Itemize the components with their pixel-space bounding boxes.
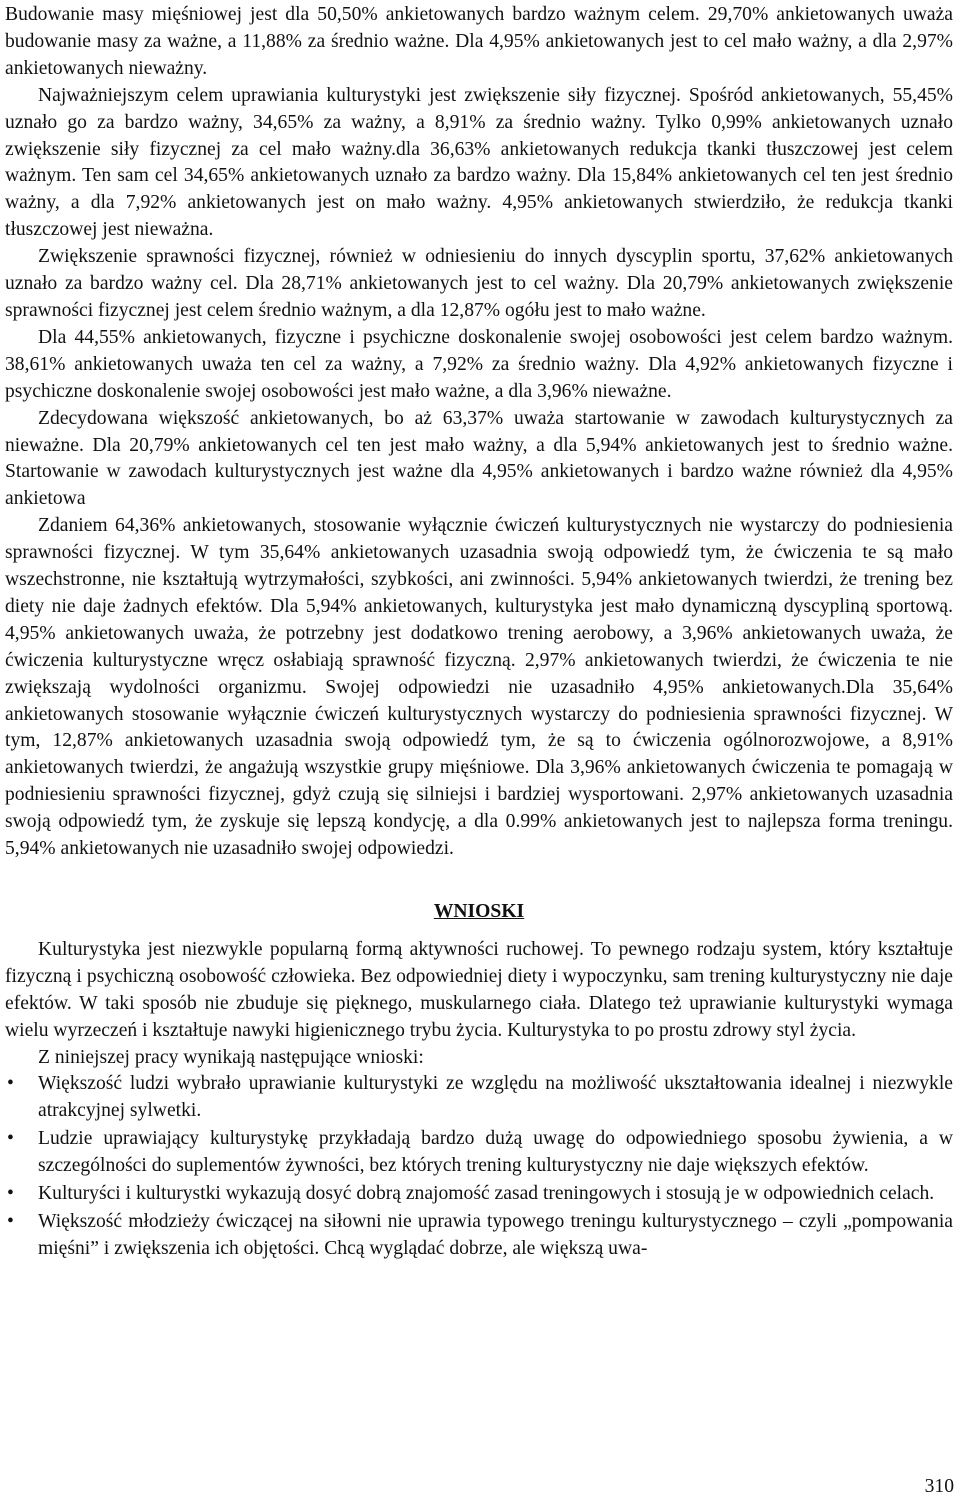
paragraph-exercise-sufficiency: Zdaniem 64,36% ankietowanych, stosowanie wyłącznie ćwiczeń kulturystycznych nie wystarczy do podniesienia sprawności fizycznej. W tym 35,64% ankietowanych uzasadnia swoją odpowiedź tym, że ćwiczenia te są mało wszechstronne, nie kształtują wytrzymałości, szybkości, ani zwinności. 5,94% ankietowanych twierdzi, że trening bez diety nie daje żadnych efektów. Dla 5,94% ankietowanych, kulturystyka jest mało dynamiczną dyscypliną sportową. 4,95% ankietowanych uważa, że potrzebny jest dodatkowo trening aerobowy, a 3,96% ankietowanych uważa, że ćwiczenia kulturystyczne wręcz osłabiają sprawność fizyczną. 2,97% ankietowanych twierdzi, że ćwiczenia te nie zwiększają wydolności organizmu. Swojej odpowiedzi nie uzasadniło 4,95% ankietowanych.Dla 35,64% ankietowanych stosowanie wyłącznie ćwiczeń kulturystycznych wystarczy do podniesienia sprawności fizycznej. W tym, 12,87% ankietowanych uzasadnia swoją odpowiedź tym, że są to ćwiczenia ogólnorozwojowe, a 8,91% ankietowanych twierdzi, że angażują wszystkie grupy mięśniowe. Dla 3,96% ankietowanych ćwiczenia te pomagają w podniesieniu sprawności fizycznej, gdyż czują się silniejsi i bardziej wysportowani. 2,97% ankietowanych uzasadnia swoją odpowiedź tym, że zyskuje się lepszą kondycję, a dla 0.99% ankietowanych jest to najlepsza forma treningu. 5,94% ankietowanych nie uzasadniło swojej odpowiedzi. bbox=[5, 515, 953, 860]
document-page bbox=[5, 2, 953, 1264]
conclusion-item bbox=[5, 1181, 953, 1208]
section-title-conclusions: WNIOSKI bbox=[433, 901, 525, 922]
conclusion-item bbox=[5, 1126, 953, 1180]
conclusions-intro: Kulturystyka jest niezwykle popularną formą aktywności ruchowej. To pewnego rodzaju system, który kształtuje fizyczną i psychiczną osobowość człowieka. Bez odpowiedniej diety i wypoczynku, sam trening kulturystyczny nie daje efektów. W taki sposób nie zbuduje się pięknego, muskularnego ciała. Dlatego też uprawianie kulturystyki wymaga wielu wyrzeczeń i kształtuje nawyki higienicznego trybu życia. Kulturystyka to po prostu zdrowy styl życia. bbox=[5, 938, 953, 1041]
paragraph-fitness-goal: Zwiększenie sprawności fizycznej, również w odniesieniu do innych dyscyplin sportu, 37,62% ankietowanych uznało za bardzo ważny cel. Dla 28,71% ankietowanych jest to cel ważny. Dla 20,79% ankietowanych zwiększenie sprawności fizycznej jest celem średnio ważnym, a dla 12,87% ogółu jest to mało ważne. bbox=[5, 246, 953, 321]
page-number: 310 bbox=[924, 1476, 954, 1497]
conclusions-lead: Z niniejszej pracy wynikają następujące wnioski: bbox=[38, 1046, 424, 1068]
bullet-icon: • bbox=[7, 1183, 14, 1205]
bullet-icon: • bbox=[7, 1073, 14, 1095]
conclusion-item bbox=[5, 1209, 953, 1263]
paragraph-muscle-mass: Budowanie masy mięśniowej jest dla 50,50% ankietowanych bardzo ważnym celem. 29,70% ankietowanych uważa budowanie masy za ważne, a 11,88% za średnio ważne. Dla 4,95% ankietowanych jest to cel mało ważny, a dla 2,97% ankietowanych nieważny. bbox=[5, 4, 953, 79]
conclusions-list bbox=[5, 1071, 953, 1262]
paragraph-strength-goal: Najważniejszym celem uprawiania kulturystyki jest zwiększenie siły fizycznej. Spośród ankietowanych, 55,45% uznało go za bardzo ważny, 34,65% za ważny, a 8,91% za średnio ważny. Tylko 0,99% ankietowanych uznało zwiększenie siły fizycznej za cel mało ważny.dla 36,63% ankietowanych redukcja tkanki tłuszczowej jest celem ważnym. Ten sam cel 34,65% ankietowanych uznało za bardzo ważny. Dla 15,84% ankietowanych cel ten jest średnio ważny, a dla 7,92% ankietowanych jest on mało ważny. 4,95% ankietowanych stwierdziło, że redukcja tkanki tłuszczowej jest nieważna. bbox=[5, 84, 953, 241]
conclusion-text: Większość ludzi wybrało uprawianie kulturystyki ze względu na możliwość ukształtowania idealnej i niezwykle atrakcyjnej sylwetki. bbox=[38, 1073, 953, 1122]
bullet-icon: • bbox=[7, 1210, 14, 1232]
conclusion-text: Większość młodzieży ćwiczącej na siłowni nie uprawia typowego treningu kulturystycznego – czyli „pompowania mięśni” i zwiększenia ich objętości. Chcą wyglądać dobrze, ale większą uwa- bbox=[38, 1210, 953, 1259]
conclusion-text: Ludzie uprawiający kulturystykę przykładają bardzo dużą uwagę do odpowiedniego sposobu żywienia, a w szczególności do suplementów żywności, bez których trening kulturystyczny nie daje większych efektów. bbox=[38, 1128, 953, 1177]
conclusion-text: Kulturyści i kulturystki wykazują dosyć dobrą znajomość zasad treningowych i stosują je w odpowiednich celach. bbox=[38, 1183, 935, 1205]
bullet-icon: • bbox=[7, 1128, 14, 1150]
conclusion-item bbox=[5, 1071, 953, 1125]
paragraph-personality-goal: Dla 44,55% ankietowanych, fizyczne i psychiczne doskonalenie swojej osobowości jest celem bardzo ważnym. 38,61% ankietowanych uważa ten cel za ważny, a 7,92% za średnio ważny. Dla 4,92% ankietowanych fizyczne i psychiczne doskonalenie swojej osobowości jest mało ważne, a dla 3,96% nieważne. bbox=[5, 326, 953, 402]
paragraph-competitions: Zdecydowana większość ankietowanych, bo aż 63,37% uważa startowanie w zawodach kulturystycznych za nieważne. Dla 20,79% ankietowanych cel ten jest mało ważny, a dla 5,94% ankietowanych jest to średnio ważne. Startowanie w zawodach kulturystycznych jest ważne dla 4,95% ankietowanych i bardzo ważne również dla 4,95% ankietowa bbox=[5, 407, 953, 510]
